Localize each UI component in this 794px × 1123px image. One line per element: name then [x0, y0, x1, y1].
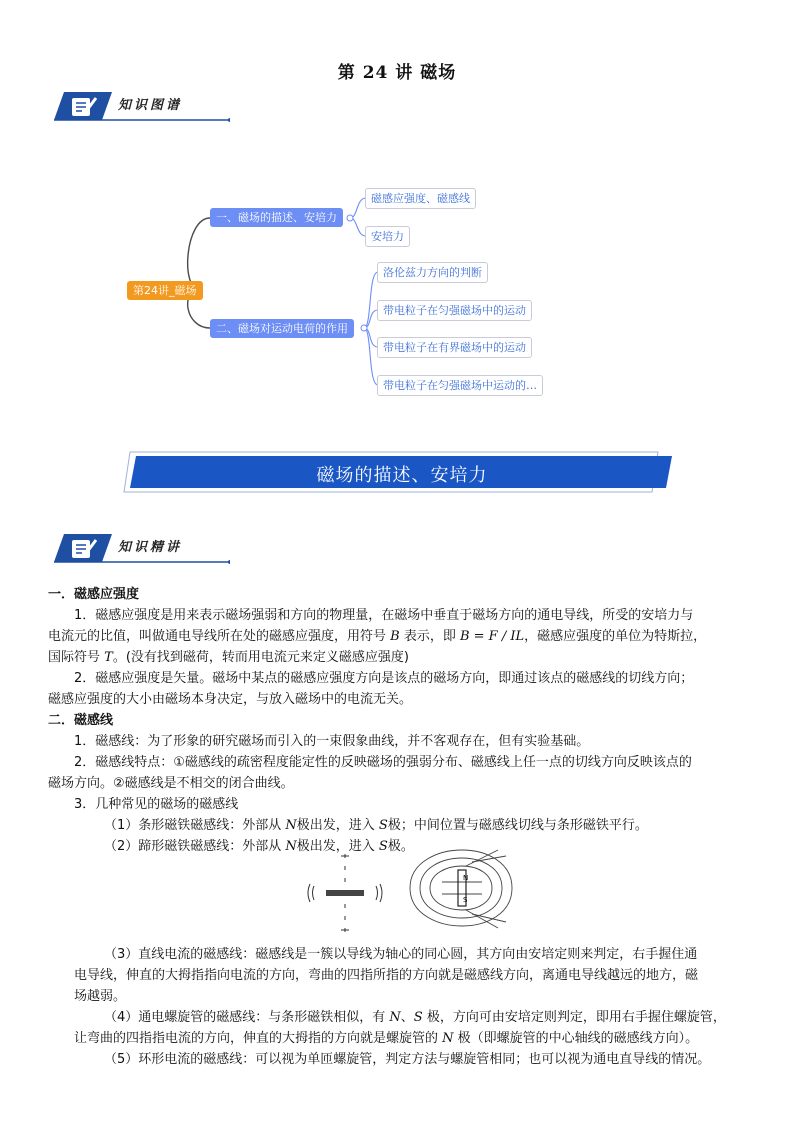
mindmap-leaf: 带电粒子在有界磁场中的运动 — [377, 337, 532, 358]
paragraph: （5）环形电流的磁感线：可以视为单匝螺旋管，判定方法与螺旋管相同；也可以视为通电直导线的情况。 — [104, 1052, 711, 1067]
mindmap-leaf: 安培力 — [365, 226, 410, 247]
paragraph: 电流元的比值，叫做通电导线所在处的磁感应强度，用符号 B 表示，即 B = F / IL，磁感应强度的单位为特斯拉， — [48, 629, 707, 644]
bar-magnet-field-figure — [300, 848, 390, 938]
page-title: 第 24 讲 磁场 — [337, 63, 457, 83]
horseshoe-magnet-field-figure — [402, 842, 520, 936]
paragraph: （1）条形磁铁磁感线：外部从 N极出发，进入 S极；中间位置与磁感线切线与条形磁铁平行。 — [104, 818, 648, 833]
paragraph: （2）蹄形磁铁磁感线：外部从 N极出发，进入 S极。 — [104, 839, 414, 854]
paragraph: 场越弱。 — [74, 989, 127, 1004]
mindmap-branch-1: 一、磁场的描述、安培力 — [210, 208, 343, 227]
paragraph: （4）通电螺旋管的磁感线：与条形磁铁相似，有 N、S 极，方向可由安培定则判定，即用右手握住螺旋管， — [104, 1010, 726, 1025]
paragraph: 3．几种常见的磁场的磁感线 — [74, 797, 239, 812]
section-label-knowledge-detail: 知识精讲 — [118, 540, 183, 555]
mindmap-leaf: 带电粒子在匀强磁场中的运动 — [377, 300, 532, 321]
mindmap-leaf: 洛伦兹力方向的判断 — [377, 262, 488, 283]
heading-field-lines: 二．磁感线 — [48, 713, 114, 728]
pole-label-N: N — [463, 874, 469, 882]
mindmap-leaf: 带电粒子在匀强磁场中运动的… — [377, 375, 543, 396]
mindmap-branch-2: 二、磁场对运动电荷的作用 — [210, 319, 354, 338]
paragraph: 2．磁感线特点：①磁感线的疏密程度能定性的反映磁场的强弱分布、磁感线上任一点的切线方向反映该点的 — [74, 755, 692, 770]
mindmap-root: 第24讲_磁场 — [127, 281, 203, 300]
paragraph: 1．磁感线：为了形象的研究磁场而引入的一束假象曲线，并不客观存在，但有实验基础。 — [74, 734, 590, 749]
paragraph: （3）直线电流的磁感线：磁感线是一簇以导线为轴心的同心圆，其方向由安培定则来判定，右手握住通 — [104, 947, 698, 962]
paragraph: 让弯曲的四指指电流的方向，伸直的大拇指的方向就是螺旋管的 N 极（即螺旋管的中心轴线的磁感线方向）。 — [74, 1031, 699, 1046]
paragraph: 磁感应强度的大小由磁场本身决定，与放入磁场中的电流无关。 — [48, 692, 413, 707]
paragraph: 电导线，伸直的大拇指指向电流的方向，弯曲的四指所指的方向就是磁感线方向，离通电导线越远的地方，磁 — [74, 968, 699, 983]
formula: B = F / IL — [459, 629, 525, 644]
section-label-knowledge-map: 知识图谱 — [118, 98, 183, 113]
paragraph: 2．磁感应强度是矢量。磁场中某点的磁感应强度方向是该点的磁场方向，即通过该点的磁感线的切线方向； — [74, 671, 694, 686]
heading-magnetic-induction: 一．磁感应强度 — [48, 587, 140, 602]
topic-banner-title: 磁场的描述、安培力 — [316, 465, 488, 486]
paragraph: 磁场方向。②磁感线是不相交的闭合曲线。 — [48, 776, 294, 791]
paragraph: 1．磁感应强度是用来表示磁场强弱和方向的物理量，在磁场中垂直于磁场方向的通电导线，所受的安培力与 — [74, 608, 694, 623]
pole-label-S: S — [463, 896, 468, 904]
paragraph: 国际符号 T。(没有找到磁荷，转而用电流元来定义磁感应强度) — [48, 650, 409, 665]
mindmap-leaf: 磁感应强度、磁感线 — [365, 188, 476, 209]
